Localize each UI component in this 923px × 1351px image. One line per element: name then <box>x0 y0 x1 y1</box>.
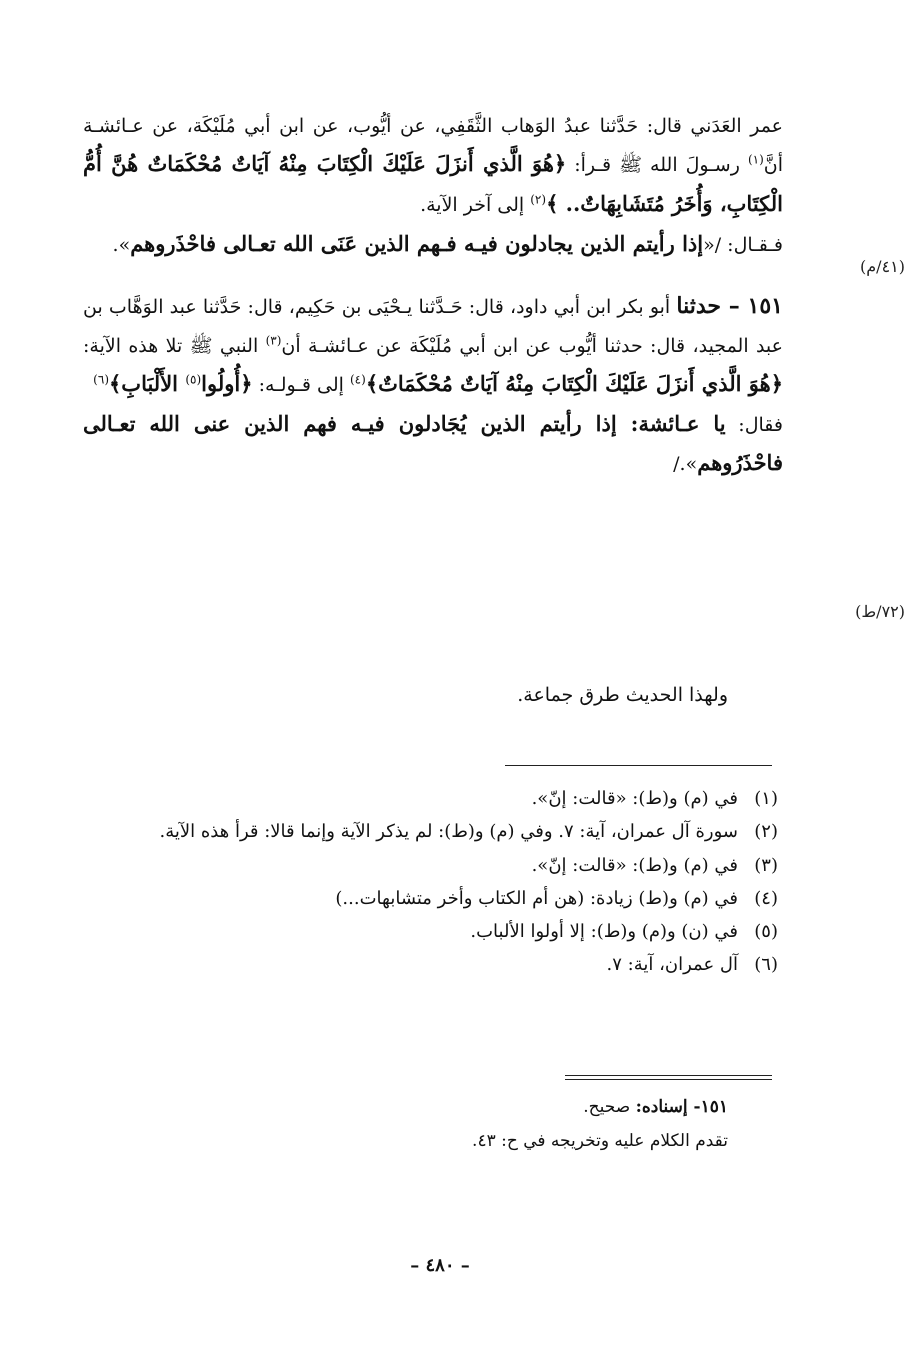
footnote-number: (٣) <box>754 854 778 876</box>
paragraph-hadith-150 <box>83 108 783 224</box>
quran-verse: الأَلْبَابِ﴾ <box>109 370 186 396</box>
quran-verse: ﴿هُوَ الَّذي أَنزَلَ عَلَيْكَ الْكِتَابَ مِنْهُ آيَاتٌ مُحْكَمَاتٌ﴾ <box>365 370 783 396</box>
text-line: ». <box>112 233 131 256</box>
isnad-value: صحيح. <box>583 1097 636 1117</box>
footnote-text: في (ن) و(م) و(ط): إلا أولوا الألباب. <box>470 921 738 943</box>
footnote-ref: (٤) <box>349 372 366 387</box>
hadith-saying: إذا رأيتم الذين يجادلون فيـه فـهم الذين عَنَى الله تعـالى فاحْذَروهم <box>130 230 704 256</box>
commentary <box>472 1090 728 1158</box>
footnote-text: في (م) و(ط): «قالت: إنّ». <box>531 854 738 876</box>
hadith-saying: يا عـائشة: إذا رأيتم الذين يُجَادلون فيـه فهم الذين عنى الله تعـالى فاحْذَرُوهم <box>83 410 783 476</box>
footnote-item <box>78 782 778 815</box>
footnote-item <box>78 915 778 948</box>
footnote-item <box>78 849 778 882</box>
isnad-label: ١٥١- إسناده: <box>635 1097 728 1117</box>
paragraph-hadith-151 <box>83 286 783 404</box>
footnote-number: (٤) <box>754 887 778 909</box>
footnote-number: (٥) <box>754 921 778 943</box>
text-line: قال: حَدَّثنا عبد الوَهَّاب بن عبد المجيد، قال: حدثنا أيُّوب عن ابن أبي مُلَيْكَة عن عـائشـة أن <box>83 295 783 357</box>
footnote-item <box>78 882 778 915</box>
text-line: »./ <box>673 453 698 476</box>
text-line: عن عـائشـة أنَّ <box>83 115 783 177</box>
closing-line: ولهذا الحديث طرق جماعة. <box>517 684 728 706</box>
text-line: إلى قـولـه: <box>252 373 350 396</box>
commentary-divider <box>565 1075 772 1080</box>
quran-verse: ﴿أُولُوا <box>201 370 253 396</box>
footnote-text: في (م) و(ط) زيادة: (هن أم الكتاب وأخر متشابهات...) <box>335 887 738 909</box>
manuscript-ref-t: (٧٢/ط) <box>855 602 905 621</box>
hadith-number: ١٥١ – حدثنا <box>676 292 783 319</box>
footnote-ref: (٣) <box>265 333 282 348</box>
footnote-ref: (٢) <box>530 192 547 207</box>
page-number: – ٤٨٠ – <box>410 1255 470 1276</box>
commentary-note: تقدم الكلام عليه وتخريجه في ح: ٤٣. <box>472 1131 728 1151</box>
footnote-number: (١) <box>754 788 778 809</box>
main-text <box>83 108 783 483</box>
text-line: فـقـال: /« <box>703 233 783 256</box>
manuscript-ref-m: (٤١/م) <box>860 257 905 276</box>
text-line: عمر العَدَني قال: حَدَّثنا عبدُ الوَهاب الثَّقَفِي، عن أيُّوب، عن ابن أبي مُلَيْكَة، <box>186 115 784 137</box>
text-line: أبو بكر ابن أبي داود، قال: حَـدَّثنا يـحْيَى بن حَكِيم، <box>288 295 677 318</box>
text-line: إلى آخر الآية. <box>420 193 531 216</box>
footnote-ref: (٦) <box>93 372 109 387</box>
footnote-divider <box>505 765 772 766</box>
paragraph-saying-2 <box>83 404 783 484</box>
quran-verse: ﴿هُوَ الَّذي أَنزَلَ عَلَيْكَ الْكِتَابَ مِنْهُ آيَاتٌ مُحْكَمَاتٌ هُنَّ أُمُّ الْكِتَابِ، وَأُخَرُ مُتَشَابِهَاتٌ.. ﴾ <box>83 151 783 216</box>
text-line: النبي ﷺ تلا هذه الآية: <box>83 334 266 357</box>
footnote-ref: (٥) <box>185 372 202 387</box>
footnote-ref: (١) <box>747 152 764 167</box>
text-line: رسـولَ الله ﷺ قـرأ: <box>566 154 748 177</box>
footnote-number: (٦) <box>754 954 778 976</box>
footnote-text: سورة آل عمران، آية: ٧. وفي (م) و(ط): لم يذكر الآية وإنما قالا: قرأ هذه الآية. <box>159 821 738 843</box>
footnote-text: في (م) و(ط): «قالت: إنّ». <box>531 788 738 809</box>
footnote-text: آل عمران، آية: ٧. <box>606 954 738 976</box>
text-line: فقال: <box>725 413 783 436</box>
footnote-number: (٢) <box>754 821 778 843</box>
isnad-line <box>472 1090 728 1124</box>
footnote-item <box>78 815 778 848</box>
paragraph-saying <box>83 224 783 264</box>
footnotes <box>78 782 778 982</box>
footnote-item <box>78 948 778 981</box>
